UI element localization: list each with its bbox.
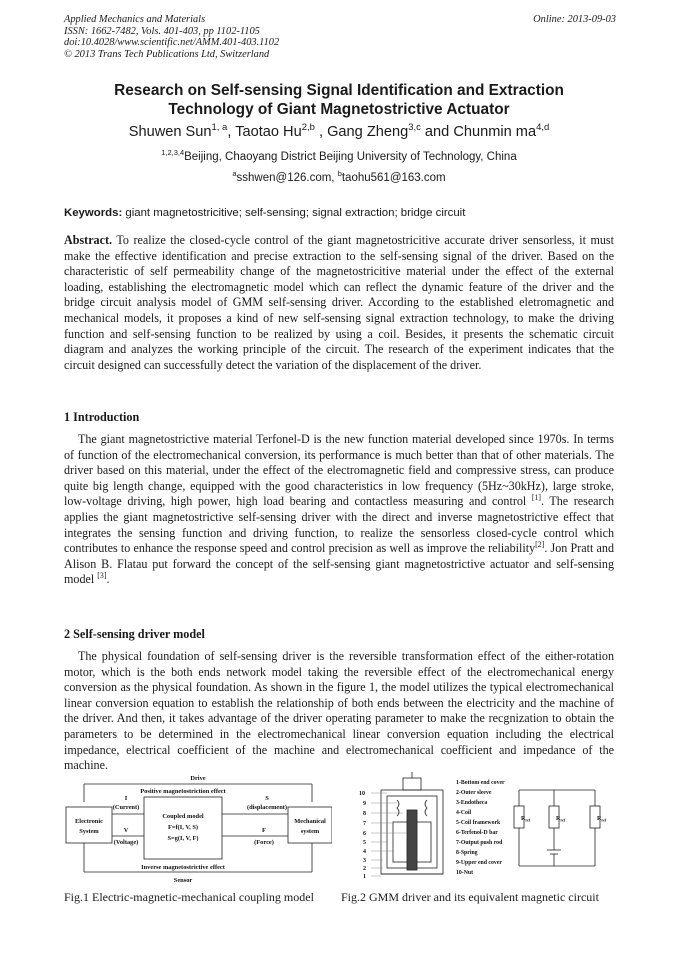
resistor-subscript: ref: [601, 817, 607, 823]
fig1-drive: Drive: [190, 775, 206, 782]
electronic-system-box: [66, 807, 112, 843]
fig1-force-symbol: F: [262, 827, 266, 834]
doi[interactable]: doi:10.4028/www.scientific.net/AMM.401-403.1102: [64, 37, 280, 49]
abstract-label: Abstract.: [64, 233, 113, 247]
author-sup: 1, a: [211, 122, 228, 134]
resistor-symbol: R: [521, 816, 526, 822]
paragraph-text: . The research applies the giant magnetostrictive self-sensing driver with the direct and inverse magnetostrictive effect that integrates the sensing function and driving function, to realize the sensorless closed-cycle control which contributes to enhance the response speed and control precision as well as improve the reliability: [64, 494, 614, 556]
issn: ISSN: 1662-7482, Vols. 401-403, pp 1102-1105: [64, 25, 260, 37]
author-sup: 4,d: [536, 122, 550, 134]
affiliation: [64, 148, 614, 163]
keywords-text: giant magnetostricitive; self-sensing; signal extraction; bridge circuit: [122, 207, 466, 219]
email-sup: a: [232, 169, 237, 179]
resistor-symbol: R: [556, 816, 561, 822]
email-sup: b: [337, 169, 342, 179]
author-separator: ,: [314, 124, 328, 140]
fig2-legend-item: 4-Coil: [456, 810, 472, 816]
fig1-voltage-symbol: V: [123, 827, 129, 834]
paragraph-text: . Jon Pratt and Alison B. Flatau put forward the concept of the self-sensing giant magnetostrictive actuator and self-sensing model: [64, 541, 615, 587]
fig2-number: 9: [363, 801, 366, 807]
fig1-electronic-1: Electronic: [75, 818, 103, 825]
section2-paragraph: The physical foundation of self-sensing driver is the reversible transformation effect of the either-rotation motor, which is the both ends network model taking the reversible effect of the electromechanical energy conversion as the physical foundation. As shown in the figure 1, the model utilizes the typical electromechanical linear conversion equation to establish the relationship of both ends between the electricity and the machine of the driver. And then, it takes advantage of the driver operating parameter to make the recgnization to obtain the parameters to be determined in the electromechanical linear conversion equation including the electrical impedance, electrical coefficient of the machine and electromechanical coefficient and impedance of the machine.: [64, 649, 614, 773]
fig1-mech-2: system: [300, 828, 320, 835]
citation[interactable]: [3]: [97, 571, 107, 581]
paragraph-text: The giant magnetostrictive material Terfonel-D is the new function material developed since 1970s. In terms of function of the electromechanical conversion, its performance is much better than that of other materials. The driver based on this material, under the effect of the electromagnetic field and compressive stress, can produce quite big length change, equipped with the good characteristics in low frequency (5Hz~30kHz), large stroke, low-voltage driving, high power, high load bearing and contactless measuring and control: [64, 432, 614, 509]
email-link[interactable]: sshwen@126.com,: [236, 172, 338, 184]
fig2-legend-item: 1-Bottom end cover: [456, 780, 505, 786]
author-name: Taotao Hu: [235, 124, 302, 140]
fig1-mech-1: Mechanical: [294, 818, 326, 825]
fig2-legend-item: 10-Nut: [456, 870, 474, 876]
fig2-legend-item: 2-Outer sleeve: [456, 790, 492, 796]
title-line-1: Research on Self-sensing Signal Identification and Extraction: [114, 82, 564, 99]
fig2-number: 8: [363, 811, 366, 817]
fig2-number: 2: [363, 866, 366, 872]
magnetic-circuit: [514, 790, 600, 866]
citation[interactable]: [1]: [531, 493, 541, 503]
affiliation-text: Beijing, Chaoyang District Beijing University of Technology, China: [184, 151, 517, 163]
fig1-coupled-1: Coupled model: [162, 813, 204, 820]
section-heading: 1 Introduction: [64, 410, 140, 424]
author-sup: 3,c: [408, 122, 421, 134]
journal-header: [64, 14, 279, 60]
fig1-positive: Positive magnetostriction effect: [140, 788, 226, 795]
fig2-resistor-label: [521, 816, 531, 823]
fig2-legend-item: 8-Spring: [456, 850, 478, 856]
fig2-legend-item: 6-Terfenol-D bar: [456, 830, 498, 836]
fig2-legend-item: 5-Coil framework: [456, 820, 501, 826]
journal-name: Applied Mechanics and Materials: [64, 14, 206, 25]
citation[interactable]: [2]: [535, 540, 545, 550]
fig1-electronic-2: System: [79, 828, 99, 835]
fig2-number: 6: [363, 831, 366, 837]
fig1-coupled-3: S=g(I, V, F): [167, 835, 199, 842]
section1-paragraph: [64, 432, 614, 588]
fig2-number: 4: [363, 849, 366, 855]
fig2-legend-item: 3-Endotheca: [456, 800, 488, 806]
fig2-number: 5: [363, 840, 366, 846]
email-link[interactable]: taohu561@163.com: [341, 172, 446, 184]
keywords: [64, 207, 614, 219]
author-separator: ,: [227, 124, 236, 140]
keywords-label: Keywords:: [64, 207, 123, 219]
resistor-subscript: ref: [525, 817, 531, 823]
author-separator: and: [420, 124, 454, 140]
online-date: Online: 2013-09-03: [533, 14, 616, 25]
fig2-number: 3: [363, 858, 366, 864]
figure-1-caption: Fig.1 Electric-magnetic-mechanical coupling model: [64, 890, 314, 904]
mechanical-system-box: [288, 807, 332, 843]
fig1-voltage: (Voltage): [113, 839, 139, 846]
resistor-symbol: R: [597, 816, 602, 822]
author-name: Chunmin ma: [453, 124, 537, 140]
title-line-2: Technology of Giant Magnetostrictive Actuator: [168, 101, 510, 118]
author-name: Gang Zheng: [327, 124, 409, 140]
author-sup: 2,b: [301, 122, 315, 134]
fig1-coupled-2: F=f(I, V, S): [167, 824, 199, 831]
fig1-current: (Current): [112, 804, 140, 811]
fig2-number: 7: [363, 821, 366, 827]
fig2-resistor-label: [597, 816, 607, 823]
affiliation-sup: 1,2,3,4: [161, 148, 185, 158]
fig1-current-symbol: I: [124, 795, 128, 802]
abstract: [64, 233, 614, 373]
author-list: [64, 124, 614, 140]
figure-2-diagram: [357, 770, 615, 888]
paper-title: [64, 81, 614, 119]
figure-1-diagram: [64, 770, 332, 888]
paragraph-text: .: [106, 572, 110, 587]
resistor-subscript: ref: [560, 817, 566, 823]
fig2-number: 1: [363, 874, 366, 880]
figure-2-caption: Fig.2 GMM driver and its equivalent magnetic circuit: [341, 890, 599, 904]
section-heading: 2 Self-sensing driver model: [64, 627, 205, 641]
fig1-disp-symbol: S: [265, 795, 269, 802]
fig2-legend-item: 9-Upper end cover: [456, 860, 502, 866]
author-name: Shuwen Sun: [128, 124, 212, 140]
fig1-force: (Force): [254, 839, 274, 846]
emails: [64, 169, 614, 184]
copyright: © 2013 Trans Tech Publications Ltd, Switzerland: [64, 48, 270, 60]
fig2-number: 10: [359, 791, 365, 797]
fig1-inverse: Inverse magnetostrictive effect: [141, 864, 225, 871]
abstract-text: To realize the closed-cycle control of the giant magnetostricitive accurate driver sensorless, it must make the effective identification and precise extraction to the self-sensing signal of the driver. Based on the characteristic of self permeability change of the magnetostricitive material under the effect of the external loading, establishing the electromagnetic model which can reflect the dynamic feature of the driver and the bridge circuit analysis model of GMM self-sensing driver. According to the established eletromagnetic and mechanical models, it proposes a kind of new self-sensing signal extraction technology, to make the driving function and self-sensing function to be realized by using a coil. Besides, it presents the schematic circuit diagram and analyzes the working principle of the circuit. The research of the experiment indicates that the circuit designed can successfully detect the variation of the displacement of the driver.: [64, 233, 614, 372]
fig1-disp: (displacement): [246, 804, 288, 811]
fig2-resistor-label: [556, 816, 566, 823]
fig2-legend-item: 7-Output push rod: [456, 840, 503, 846]
fig1-sensor: Sensor: [173, 877, 193, 884]
